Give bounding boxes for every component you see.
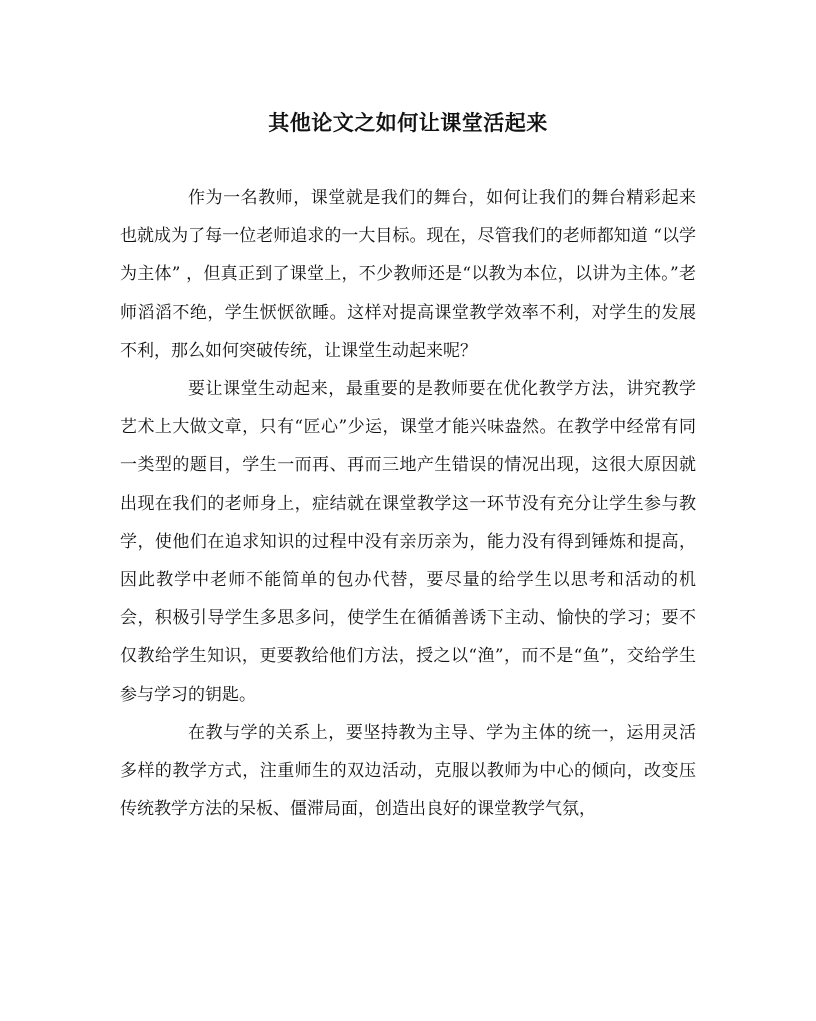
- paragraph-3: 在教与学的关系上，要坚持教为主导、学为主体的统一，运用灵活多样的教学方式，注重师生的双边活动，克服以教师为中心的倾向，改变压传统教学方法的呆板、僵滞局面，创造出良好的课堂教学气氛，: [120, 722, 696, 820]
- document-title: 其他论文之如何让课堂活起来: [268, 110, 548, 135]
- paragraph-1: 作为一名教师，课堂就是我们的舞台，如何让我们的舞台精彩起来也就成为了每一位老师追求的一大目标。现在，尽管我们的老师都知道 “以学为主体” ，但真正到了课堂上，不少教师还是“以教为本位，以讲为主体。”老师滔滔不绝，学生恹恹欲睡。这样对提高课堂教学效率不利，对学生的发展不利，那么如何突破传统，让课堂生动起来呢？: [120, 188, 696, 361]
- document-body: [120, 179, 696, 828]
- paragraph-2: 要让课堂生动起来，最重要的是教师要在优化教学方法，讲究教学艺术上大做文章，只有“匠心”少运，课堂才能兴味盎然。在教学中经常有同一类型的题目，学生一而再、再而三地产生错误的情况出现，这很大原因就出现在我们的老师身上，症结就在课堂教学这一环节没有充分让学生参与教学，使他们在追求知识的过程中没有亲历亲为，能力没有得到锤炼和提高， 因此教学中老师不能简单的包办代替，要尽量的给学生以思考和活动的机会，积极引导学生多思多问，使学生在循循善诱下主动、愉快的学习；要不仅教给学生知识，更要教给他们方法，授之以“渔”，而不是“鱼”，交给学生参与学习的钥匙。: [120, 379, 696, 705]
